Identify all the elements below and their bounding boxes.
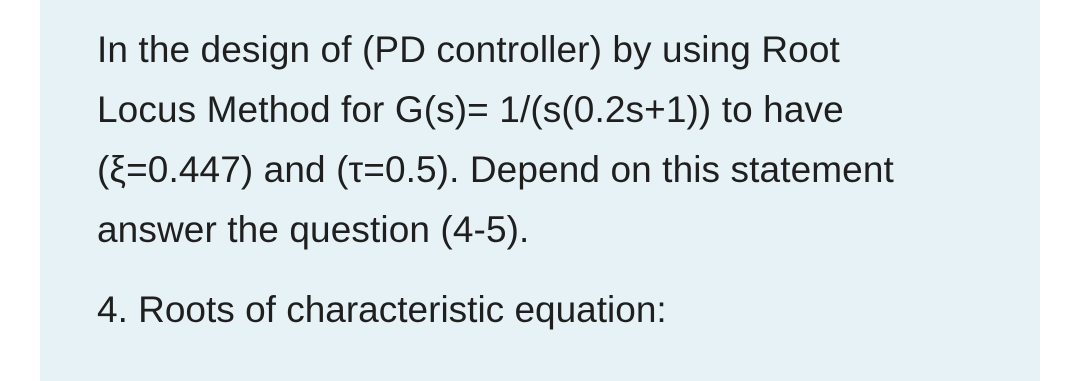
statement-line-1: In the design of (PD controller) by using Root xyxy=(97,29,840,70)
question-card xyxy=(40,0,1040,381)
problem-statement xyxy=(97,20,1027,260)
statement-line-2: Locus Method for G(s)= 1/(s(0.2s+1)) to have xyxy=(97,89,844,130)
statement-line-3: (ξ=0.447) and (τ=0.5). Depend on this statement xyxy=(97,149,894,190)
statement-line-4: answer the question (4-5). xyxy=(97,209,530,250)
question-text: 4. Roots of characteristic equation: xyxy=(97,289,667,330)
